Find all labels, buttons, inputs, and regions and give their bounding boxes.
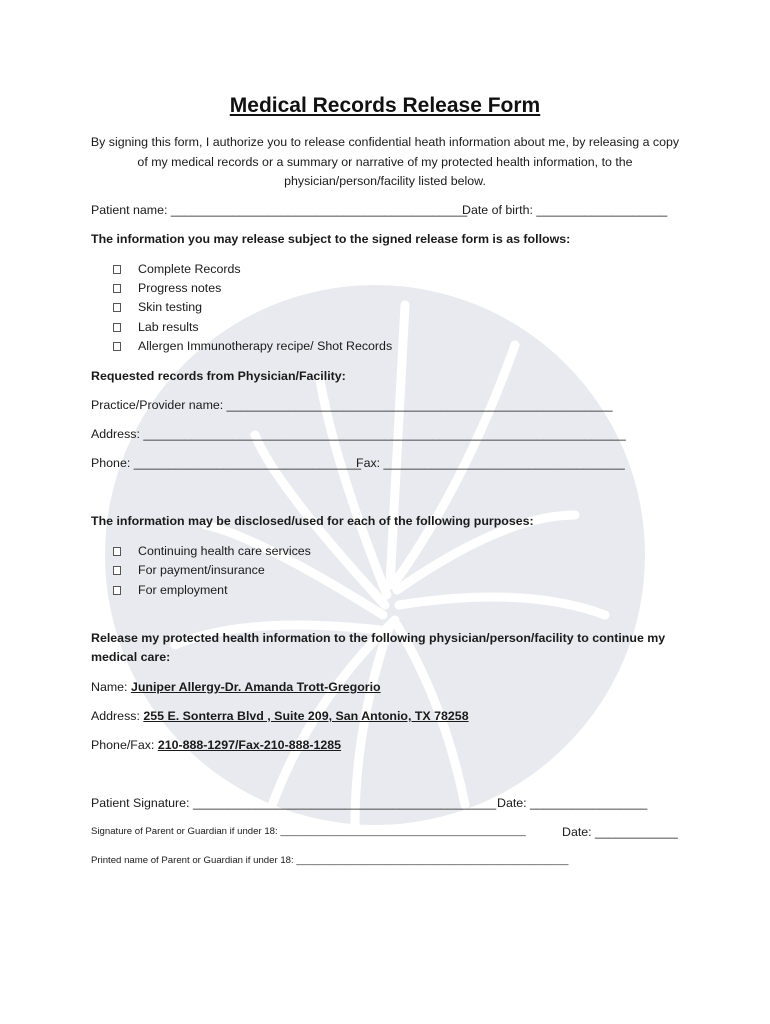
intro-paragraph: By signing this form, I authorize you to release confidential heath information about me, by releasing a copy of my medical records or a summary or narrative of my protected health information, to the physician/person/facility listed below. [90,135,680,188]
form-title: Medical Records Release Form [229,94,541,117]
continue-care-heading: Release my protected health information to the following physician/person/facility to continue my [91,631,666,645]
release-option-label: Complete Records [138,262,241,276]
checkbox[interactable] [113,566,121,575]
checkbox[interactable] [113,547,121,556]
recipient-phone-row [91,738,341,752]
checkbox[interactable] [113,265,121,274]
release-option-label: Allergen Immunotherapy recipe/ Shot Records [138,339,393,353]
release-option-label: Lab results [138,320,199,334]
patient-name-field[interactable]: Patient name: ___________________________________________ [91,203,468,217]
patient-signature-date-field[interactable]: Date: _________________ [497,796,648,810]
checkbox[interactable] [113,303,121,312]
release-option-item[interactable] [113,281,221,295]
recipient-address-row [91,709,469,723]
recipient-phone-value: 210-888-1297/Fax-210-888-1285 [157,738,342,752]
recipient-name-row [91,680,381,694]
purpose-heading: The information may be disclosed/used for each of the following purposes: [91,514,534,528]
purpose-option-label: For employment [138,583,228,597]
guardian-signature-date-field[interactable]: Date: ____________ [562,825,678,839]
purpose-option-label: For payment/insurance [138,563,265,577]
release-option-label: Progress notes [138,281,222,295]
recipient-name-value: Juniper Allergy-Dr. Amanda Trott-Gregorio [130,680,381,694]
requested-records-heading: Requested records from Physician/Facility: [91,369,346,383]
recipient-name-label: Name: [91,680,131,694]
date-of-birth-field[interactable]: Date of birth: ___________________ [462,203,668,217]
checkbox[interactable] [113,586,121,595]
patient-signature-field[interactable]: Patient Signature: ____________________________________________ [91,796,497,810]
purpose-option-item[interactable] [113,544,311,558]
release-option-item[interactable] [113,300,202,314]
address-field[interactable]: Address: ______________________________________________________________________ [91,427,626,441]
continue-care-heading-line2: medical care: [91,650,171,664]
recipient-address-label: Address: [91,709,144,723]
purpose-option-item[interactable] [113,563,265,577]
checkbox[interactable] [113,284,121,293]
purpose-option-label: Continuing health care services [138,544,311,558]
checkbox[interactable] [113,342,121,351]
release-heading: The information you may release subject to the signed release form is as follows: [91,232,571,246]
recipient-phone-label: Phone/Fax: [91,738,158,752]
guardian-printed-name-field[interactable]: Printed name of Parent or Guardian if under 18: ___________________________________________________ [91,855,569,866]
fax-field[interactable]: Fax: ___________________________________ [356,456,625,470]
checkbox[interactable] [113,323,121,332]
release-option-item[interactable] [113,320,199,334]
release-option-label: Skin testing [138,300,203,314]
recipient-address-value: 255 E. Sonterra Blvd , Suite 209, San Antonio, TX 78258 [143,709,469,723]
release-option-item[interactable] [113,339,392,353]
practice-provider-field[interactable]: Practice/Provider name: ________________________________________________________ [91,398,613,412]
phone-field[interactable]: Phone: _________________________________ [91,456,362,470]
release-option-item[interactable] [113,262,241,276]
purpose-option-item[interactable] [113,583,228,597]
guardian-signature-field[interactable]: Signature of Parent or Guardian if under 18: ______________________________________________ [91,826,526,837]
